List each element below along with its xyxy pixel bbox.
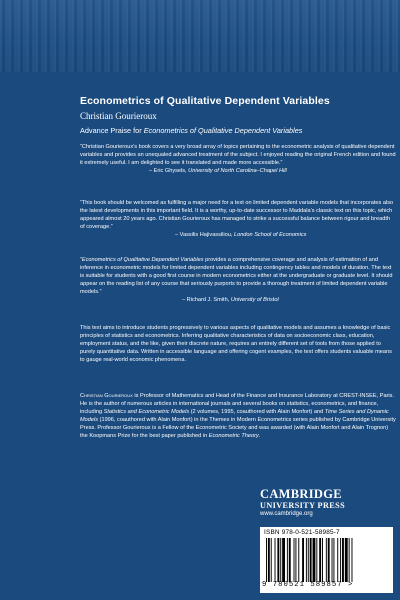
- barcode-bar: [326, 538, 327, 582]
- bio-text-2: (2 volumes, 1995, coauthored with Alain Monfort) and: [189, 408, 325, 415]
- barcode-bar: [337, 538, 338, 582]
- advance-praise-title: Econometrics of Qualitative Dependent Variables: [143, 126, 303, 135]
- barcode-bar: [271, 538, 272, 582]
- publisher-logo: [260, 488, 390, 518]
- publisher-name: CAMBRIDGE: [260, 487, 342, 501]
- bio-text-4: .: [258, 432, 261, 439]
- praise-quote-1: [80, 144, 396, 176]
- barcode-bar: [298, 538, 299, 582]
- isbn-label: ISBN 978-0-521-58985-7: [264, 529, 340, 536]
- praise-3-text: provides a comprehensive coverage and analysis of estimation of and inference in econometric models for limited dependent variables including contingency tables and models of duration. The text is suitable for students with a good first course in modern econometrics either at the undergraduate or graduate level. It should appear on the reading list of any course that seriously purports to provide a thorough treatment of limited dependent variable models.”: [80, 257, 393, 295]
- barcode-bar: [345, 538, 348, 582]
- barcode-panel: [260, 527, 393, 593]
- barcode-bar: [340, 538, 341, 582]
- barcode-bar: [302, 538, 304, 582]
- barcode-bar: [352, 538, 353, 582]
- praise-3-affiliation: University of Bristol: [230, 296, 279, 303]
- praise-1-name: – Eric Ghysels,: [149, 167, 189, 174]
- praise-1-attribution: [80, 168, 396, 176]
- book-title: Econometrics of Qualitative Dependent Variables: [80, 95, 330, 107]
- bio-text-1: is Professor of Mathematics and Head of the Finance and Insurance Laboratory at CREST-INSEE, Paris. He is the author of numerous articles in international journals and several books on statistics, econometrics, and finance, including: [80, 393, 395, 415]
- barcode-bar: [332, 538, 333, 582]
- cover-texture-band: [0, 0, 400, 72]
- barcode-bar: [306, 538, 307, 582]
- book-description: This text aims to introduce students progressively to various aspects of qualitative models and assumes a knowledge of basic principles of statistics and econometrics. Inferring qualitative characteristics of data on socioeconomic class, education, employment status, and the like, given their discrete nature, requires an entirely different set of tools from those applied to purely quantitative data. Written in accessible language and offering cogent examples, the text offers students valuable means to gauge real-world economic phenomena.: [80, 325, 392, 363]
- barcode-bar: [295, 538, 296, 582]
- praise-2-attribution: [80, 232, 396, 240]
- praise-3-name: – Richard J. Smith,: [182, 296, 231, 303]
- bio-text-3: (1996, coauthored with Alain Monfort) in the Themes in Modern Econometrics series published by Cambridge University Press. Professor Gourieroux is a Fellow of the Econometric Society and was awarded (with Alain Monfort and Alain Trognon) the Koopmans Prize for the best paper published in: [80, 416, 396, 439]
- author-bio: [80, 393, 396, 440]
- book-author: Christian Gourieroux: [80, 111, 157, 121]
- praise-3-title: “Econometrics of Qualitative Dependent Variables: [80, 257, 204, 263]
- praise-1-affiliation: University of North Carolina–Chapel Hill: [188, 167, 287, 174]
- praise-3-attribution: [80, 297, 396, 305]
- publisher-url: www.cambridge.org: [260, 511, 313, 517]
- bio-book-2: Time Series and Dynamic Models: [80, 408, 389, 423]
- barcode-bar: [328, 538, 330, 582]
- praise-1-text: “Christian Gourieroux’s book covers a very broad array of topics pertaining to the econometric analysis of qualitative dependent variables and provides an unequaled advanced treatment of the subject. I enjoyed reading the original French edition and found it extremely useful. I am delighted to see it translated and made more accessible.”: [80, 144, 396, 166]
- barcode-bar: [322, 538, 323, 582]
- praise-2-affiliation: London School of Economics: [233, 231, 307, 238]
- barcode-bar: [268, 538, 270, 582]
- barcode-bar: [294, 538, 295, 582]
- barcode-number: 9 780521 589857 >: [262, 581, 354, 589]
- praise-2-name: – Vassilis Hajivassiliou,: [175, 231, 234, 238]
- barcode-bar: [289, 538, 291, 582]
- barcode-bar: [342, 538, 344, 582]
- barcode-bar: [275, 538, 276, 582]
- praise-2-text: “This book should be welcomed as fulfilling a major need for a text on limited dependent variable models that incorporates also the latest developments in this important field. It is a worthy, up-to-date successor to Maddala’s classic text on this topic, which appeared almost 20 years ago. Christian Gourieroux has managed to strike a successful balance between rigour and breadth of coverage.”: [80, 200, 394, 230]
- barcode-bar: [266, 538, 267, 582]
- bio-journal: Econometric Theory: [208, 432, 259, 439]
- barcode-bar: [349, 538, 350, 582]
- advance-praise-prefix: Advance Praise for: [80, 126, 144, 135]
- barcode-bar: [310, 538, 312, 582]
- barcode-bar: [313, 538, 316, 582]
- praise-quote-2: [80, 200, 396, 240]
- praise-quote-3: [80, 257, 396, 304]
- barcode-bar: [333, 538, 334, 582]
- bio-book-1: Statistics and Econometric Models: [103, 408, 190, 415]
- barcode-bar: [282, 538, 285, 582]
- publisher-subtitle: UNIVERSITY PRESS: [260, 501, 346, 510]
- barcode-bar: [280, 538, 281, 582]
- advance-praise-heading: [80, 126, 395, 135]
- barcode-bar: [277, 538, 279, 582]
- barcode-bar: [287, 538, 288, 582]
- barcode-bar: [316, 538, 317, 582]
- barcode-bar: [319, 538, 321, 582]
- barcode-bar: [308, 538, 309, 582]
- barcode-bars: [264, 538, 388, 582]
- bio-author-name: Christian Gourieroux: [80, 393, 133, 399]
